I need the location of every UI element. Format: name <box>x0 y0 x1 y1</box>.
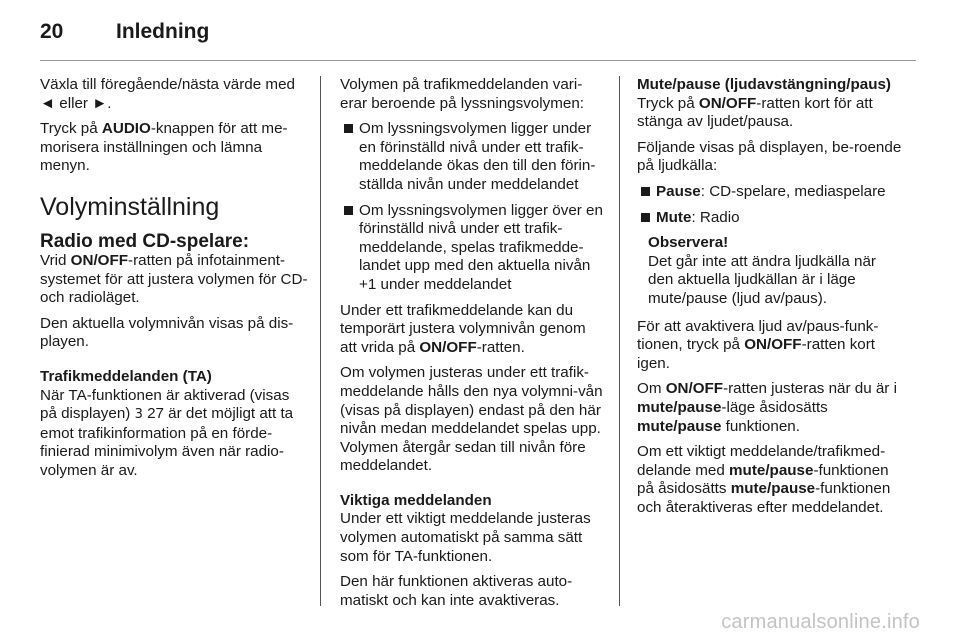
header-divider <box>40 60 916 61</box>
heading-important: Viktiga meddelanden <box>340 491 492 509</box>
note-title: Observera! <box>648 234 729 252</box>
page-header <box>40 14 916 58</box>
bullet-list <box>637 183 905 227</box>
paragraph-traffic-volume: Volymen på trafikmeddelanden vari-erar beroende på lyssningsvolymen: <box>340 76 584 112</box>
paragraph-prev-next: Växla till föregående/nästa värde med ◄ eller ►. <box>40 76 295 112</box>
page-number: 20 <box>40 20 64 43</box>
paragraph-ta: När TA-funktionen är aktiverad (visas på displayen) 3 27 är det möjligt att ta emot trafikinformation på en förde-finierad minimivolym även när radio-volymen är av. <box>40 386 294 479</box>
paragraph-override: Om ON/OFF-ratten justeras när du är i mute/pause-läge åsidosätts mute/pause funktionen. <box>637 380 897 435</box>
page-reference-icon: 3 <box>134 407 143 423</box>
bullet-icon <box>344 206 353 215</box>
list-item: Mute: Radio <box>637 209 905 228</box>
bullet-icon <box>344 124 353 133</box>
column-1 <box>40 76 310 488</box>
chapter-title: Inledning <box>116 20 210 43</box>
paragraph-mute-press: Tryck på ON/OFF-ratten kort för att stänga av ljudet/pausa. <box>637 94 873 131</box>
section-heading: Volyminställning <box>40 192 220 221</box>
list-item: Om lyssningsvolymen ligger under en förinställd nivå under ett trafik-meddelande ökas den till den förin-ställda nivån under meddelandet <box>340 120 606 194</box>
subsection-heading: Radio med CD-spelare: <box>40 230 250 252</box>
bullet-icon <box>641 213 650 222</box>
paragraph-temp-adjust: Under ett trafikmeddelande kan du temporärt justera volymnivån genom att vrida på ON/OFF-ratten. <box>340 301 586 356</box>
bullet-icon <box>641 187 650 196</box>
heading-traffic: Trafikmeddelanden (TA) <box>40 367 212 385</box>
list-item: Pause: CD-spelare, mediaspelare <box>637 183 905 202</box>
paragraph-deactivate: För att avaktivera ljud av/paus-funk-tionen, tryck på ON/OFF-ratten kort igen. <box>637 317 879 372</box>
paragraph-important: Under ett viktigt meddelande justeras volymen automatiskt på samma sätt som för TA-funktionen. <box>340 510 591 565</box>
list-item: Om lyssningsvolymen ligger över en förinställd nivå under ett trafik-meddelande, spelas trafikmedde-landet upp med den aktuella nivån +1 under meddelandet <box>340 202 606 295</box>
paragraph-audio: Tryck på AUDIO-knappen för att me-morisera inställningen och lämna menyn. <box>40 120 288 175</box>
column-divider-2 <box>619 76 620 606</box>
paragraph-display-shows: Följande visas på displayen, be-roende på ljudkälla: <box>637 138 902 175</box>
paragraph-volume-knob: Vrid ON/OFF-ratten på infotainment-systemet för att justera volymen för CD- och radioläget. <box>40 251 308 307</box>
watermark: carmanualsonline.info <box>721 611 920 633</box>
paragraph-display: Den aktuella volymnivån visas på dis-playen. <box>40 314 294 351</box>
paragraph-reactivate: Om ett viktigt meddelande/trafikmed-delande med mute/pause-funktionen på åsidosätts mute/pause-funktionen och återaktiveras efter meddelandet. <box>637 443 891 516</box>
bullet-list <box>340 120 606 294</box>
arrow-right-icon: ► <box>92 94 108 112</box>
paragraph-volume-hold: Om volymen justeras under ett trafik-meddelande hålls den nya volymni-vån (visas på displayen) endast på den här nivån medan meddelandet spelas upp. Volymen återgår sedan till nivån före meddelandet. <box>340 364 603 475</box>
note-box <box>637 234 905 308</box>
paragraph-auto: Den här funktionen aktiveras auto-matiskt och kan inte avaktiveras. <box>340 573 573 609</box>
column-2 <box>340 76 606 617</box>
column-3 <box>637 76 905 524</box>
heading-mute: Mute/pause (ljudavstängning/paus) <box>637 76 891 93</box>
note-text: Det går inte att ändra ljudkälla när den aktuella ljudkällan är i läge mute/pause (ljud av/paus). <box>648 252 876 307</box>
column-divider-1 <box>320 76 321 606</box>
arrow-left-icon: ◄ <box>40 94 56 112</box>
